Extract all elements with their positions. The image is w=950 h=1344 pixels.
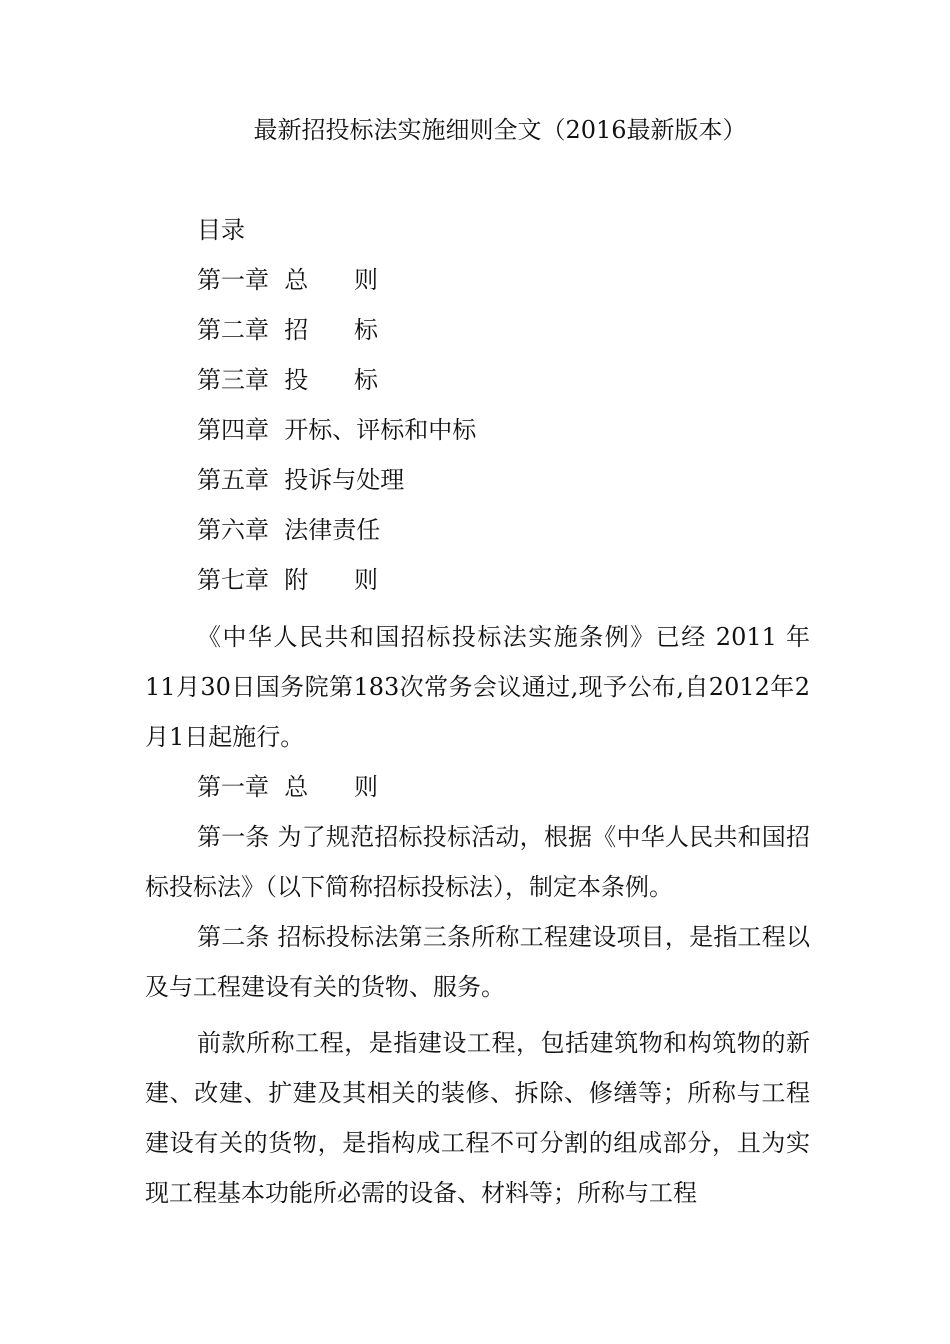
chapter-heading: 第一章 总 则 [197, 773, 379, 801]
toc-item: 第二章 招 标 [197, 316, 379, 344]
document-title: 最新招投标法实施细则全文（2016最新版本） [253, 116, 747, 144]
toc-item: 第七章 附 则 [197, 566, 379, 594]
document-body [145, 212, 810, 1218]
article-paragraph: 前款所称工程，是指建设工程，包括建筑物和构筑物的新建、改建、扩建及其相关的装修、拆除、修缮等；所称与工程建设有关的货物，是指构成工程不可分割的组成部分，且为实现工程基本功能所必需的设备、材料等；所称与工程 [145, 1029, 810, 1207]
toc-item: 第四章 开标、评标和中标 [197, 416, 477, 444]
toc-item: 第三章 投 标 [197, 366, 379, 394]
toc-item: 第一章 总 则 [197, 266, 379, 294]
toc-heading: 目录 [197, 216, 245, 244]
table-of-contents [145, 212, 810, 612]
toc-item: 第五章 投诉与处理 [197, 466, 405, 494]
article-paragraph: 第二条 招标投标法第三条所称工程建设项目，是指工程以及与工程建设有关的货物、服务。 [145, 923, 810, 1001]
article-paragraph: 第一条 为了规范招标投标活动，根据《中华人民共和国招标投标法》（以下简称招标投标法），制定本条例。 [145, 823, 810, 901]
intro-paragraph: 《中华人民共和国招标投标法实施条例》已经 2011 年 11月30日国务院第183次常务会议通过,现予公布,自2012年2月1日起施行。 [145, 623, 810, 751]
toc-item: 第六章 法律责任 [197, 516, 381, 544]
